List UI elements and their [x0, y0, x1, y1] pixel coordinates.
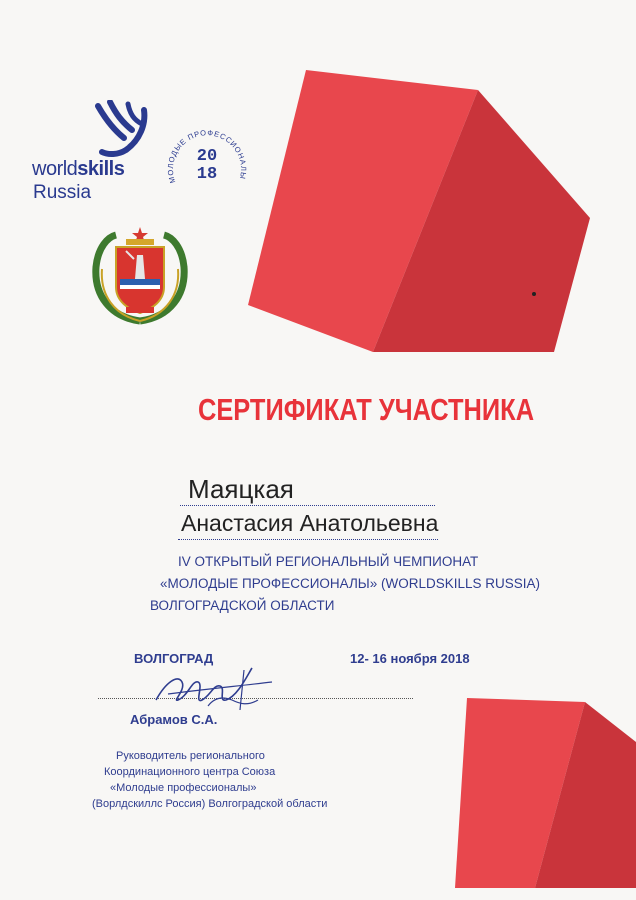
- young-pros-arc-text: МОЛОДЫЕ ПРОФЕССИОНАЛЫ: [165, 128, 249, 185]
- volgograd-coat-of-arms-icon: [90, 225, 190, 325]
- signer-name: Абрамов С.А.: [130, 712, 218, 727]
- name-underline: [178, 539, 438, 540]
- recipient-given-names: Анастасия Анатольевна: [181, 510, 439, 536]
- signer-role-line-3: «Молодые профессионалы»: [110, 782, 257, 794]
- young-pros-year-top: 20: [196, 147, 218, 166]
- championship-line-1: IV ОТКРЫТЫЙ РЕГИОНАЛЬНЫЙ ЧЕМПИОНАТ: [178, 554, 479, 569]
- young-professionals-2018-logo: [162, 118, 252, 208]
- signer-role-line-2: Координационного центра Союза: [104, 766, 276, 778]
- young-pros-year-bottom: 18: [196, 165, 218, 184]
- worldskills-russia-label: Russia: [33, 182, 92, 203]
- city: ВОЛГОГРАД: [134, 651, 214, 666]
- signer-role-line-4: (Ворлдскиллс Россия) Волгоградской области: [92, 798, 328, 810]
- surname-underline: [180, 505, 435, 506]
- worldskills-wordmark: worldskills: [32, 158, 125, 180]
- red-cube-small: [455, 698, 636, 890]
- red-cube-large: [248, 70, 593, 355]
- signer-role-line-1: Руководитель регионального: [116, 750, 265, 762]
- championship-line-2: «МОЛОДЫЕ ПРОФЕССИОНАЛЫ» (WORLDSKILLS RUSSIA): [160, 576, 541, 591]
- event-dates: 12- 16 ноября 2018: [350, 651, 470, 666]
- recipient-surname: Маяцкая: [188, 474, 294, 504]
- championship-line-3: ВОЛГОГРАДСКОЙ ОБЛАСТИ: [150, 598, 335, 613]
- worldskills-hands-icon: [90, 100, 150, 158]
- handwritten-signature: [148, 660, 278, 720]
- certificate-title: СЕРТИФИКАТ УЧАСТНИКА: [198, 392, 535, 427]
- worldskills-russia-logo: [30, 100, 160, 210]
